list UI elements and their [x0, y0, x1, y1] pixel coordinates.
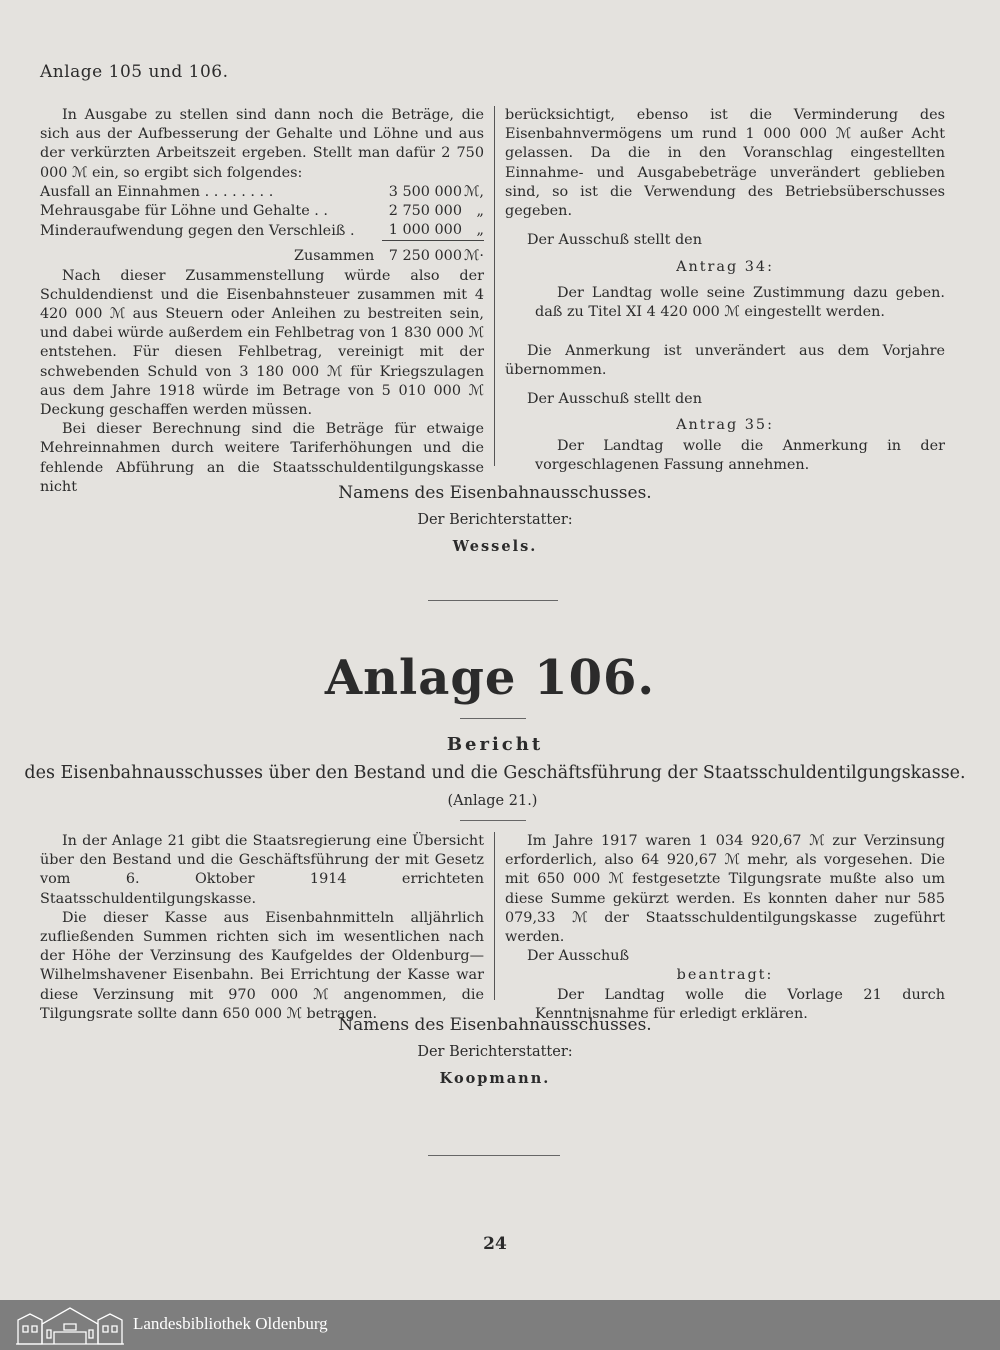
- beantragt-text: Der Landtag wolle die Vorlage 21 durch Kenntnisnahme für erledigt erklären.: [535, 986, 945, 1022]
- antrag-heading: Antrag 35:: [676, 416, 774, 433]
- paragraph: In Ausgabe zu stellen sind dann noch die Beträge, die sich aus der Aufbesserung der Gehalte und Löhne und aus der verkürzten Arbeitszeit ergeben. Stellt man dafür 2 750 000 ℳ ein, so ergibt sich folgendes:: [40, 107, 484, 181]
- total-unit: ℳ·: [462, 241, 484, 267]
- page-header: Anlage 105 und 106.: [40, 62, 229, 82]
- library-footer: [0, 1300, 1000, 1350]
- page-number: 24: [483, 1234, 507, 1254]
- signature-name: Koopmann.: [439, 1070, 551, 1087]
- column-divider: [494, 106, 495, 466]
- signature-role: Der Berichterstatter:: [417, 1044, 573, 1060]
- antrag-text: Der Landtag wolle seine Zustimmung dazu geben. daß zu Titel XI 4 420 000 ℳ eingestellt werden.: [535, 284, 945, 320]
- separator-rule: [428, 600, 558, 601]
- total-value: 7 250 000: [382, 241, 462, 267]
- report-description: des Eisenbahnausschusses über den Bestand und die Geschäftsführung der Staatsschuldentilgungskasse.: [24, 763, 966, 783]
- antrag-heading: Antrag 34:: [676, 259, 774, 276]
- cost-table: [40, 183, 484, 267]
- table-cell-label: Ausfall an Einnahmen . . . . . . . .: [40, 183, 274, 200]
- signature-role: Der Berichterstatter:: [417, 512, 573, 528]
- total-label: Zusammen: [293, 248, 375, 265]
- table-row: [40, 221, 484, 241]
- beantragt-heading: beantragt:: [676, 967, 774, 984]
- signature-committee: Namens des Eisenbahnausschusses.: [338, 483, 652, 503]
- left-column-106: [40, 832, 484, 1024]
- separator-rule: [428, 1155, 560, 1156]
- signature-name: Wessels.: [452, 538, 538, 555]
- paragraph: Nach dieser Zusammenstellung würde also der Schuldendienst und die Eisenbahnsteuer zusammen mit 4 420 000 ℳ aus Steuern oder Anleihen zu bestreiten sein, und dabei würde außerdem ein Fehlbetrag von 1 830 000 ℳ entstehen. Für diesen Fehlbetrag, vereinigt mit der schwebenden Schuld von 3 180 000 ℳ für Kriegszulagen aus dem Jahre 1918 würde im Betrage von 5 010 000 ℳ Deckung geschaffen werden müssen.: [40, 267, 484, 419]
- signature-committee: Namens des Eisenbahnausschusses.: [338, 1015, 652, 1035]
- antrag-text: Der Landtag wolle die Anmerkung in der vorgeschlagenen Fassung annehmen.: [535, 437, 945, 474]
- table-cell-value: 3 500 000: [388, 183, 462, 200]
- column-divider: [494, 832, 495, 1000]
- left-column-105: [40, 106, 484, 497]
- report-reference: (Anlage 21.): [447, 793, 538, 809]
- right-column-106: [505, 832, 945, 1024]
- library-building-icon: [14, 1304, 126, 1346]
- table-row: [40, 183, 484, 202]
- title-rule: [460, 718, 526, 719]
- table-cell-unit: „: [476, 203, 484, 220]
- table-cell-label: Mehrausgabe für Löhne und Gehalte . .: [40, 203, 329, 220]
- paragraph: Die dieser Kasse aus Eisenbahnmitteln alljährlich zufließenden Summen richten sich im wesentlichen nach der Höhe der Verzinsung des Kaufgeldes der Oldenburg—Wilhelmshavener Eisenbahn. Bei Errichtung der Kasse war diese Verzinsung mit 970 000 ℳ angenommen, die Tilgungsrate sollte dann 650 000 ℳ betragen.: [40, 909, 484, 1022]
- reference-rule: [460, 820, 526, 821]
- right-column-105: [505, 106, 945, 475]
- table-cell-label: Minderaufwendung gegen den Verschleiß .: [40, 222, 355, 239]
- section-title: Anlage 106.: [324, 650, 656, 706]
- table-cell-value: 1 000 000: [388, 222, 462, 239]
- table-cell-unit: „: [476, 222, 484, 239]
- paragraph: Bei dieser Berechnung sind die Beträge für etwaige Mehreinnahmen durch weitere Tariferhöhungen und die fehlende Abführung an die Staatsschuldentilgungskasse nicht: [40, 421, 484, 495]
- table-cell-value: 2 750 000: [388, 203, 462, 220]
- paragraph: berücksichtigt, ebenso ist die Verminderung des Eisenbahnvermögens um rund 1 000 000 ℳ außer Acht gelassen. Da die in den Voranschlag eingestellten Einnahme- und Ausgabebeträge unverändert geblieben sind, so ist die Verwendung des Betriebsüberschusses gegeben.: [505, 107, 945, 220]
- paragraph: Der Ausschuß stellt den: [527, 232, 702, 249]
- table-cell-unit: ℳ,: [464, 183, 484, 200]
- report-heading: Bericht: [446, 734, 544, 755]
- paragraph: Der Ausschuß: [527, 948, 630, 965]
- paragraph: Der Ausschuß stellt den: [527, 391, 702, 408]
- paragraph: Die Anmerkung ist unverändert aus dem Vorjahre übernommen.: [505, 343, 945, 379]
- table-row: [40, 202, 484, 221]
- paragraph: Im Jahre 1917 waren 1 034 920,67 ℳ zur Verzinsung erforderlich, also 64 920,67 ℳ mehr, als vorgesehen. Die mit 650 000 ℳ festgesetzte Tilgungsrate mußte also um diese Summe gekürzt werden. Es konnten daher nur 585 079,33 ℳ der Staatsschuldentilgungskasse zugeführt werden.: [505, 833, 945, 946]
- library-name: Landesbibliothek Oldenburg: [133, 1314, 328, 1333]
- paragraph: In der Anlage 21 gibt die Staatsregierung eine Übersicht über den Bestand und die Geschäftsführung der mit Gesetz vom 6. Oktober 1914 errichteten Staatsschuldentilgungskasse.: [40, 833, 484, 907]
- table-total-row: [40, 241, 484, 267]
